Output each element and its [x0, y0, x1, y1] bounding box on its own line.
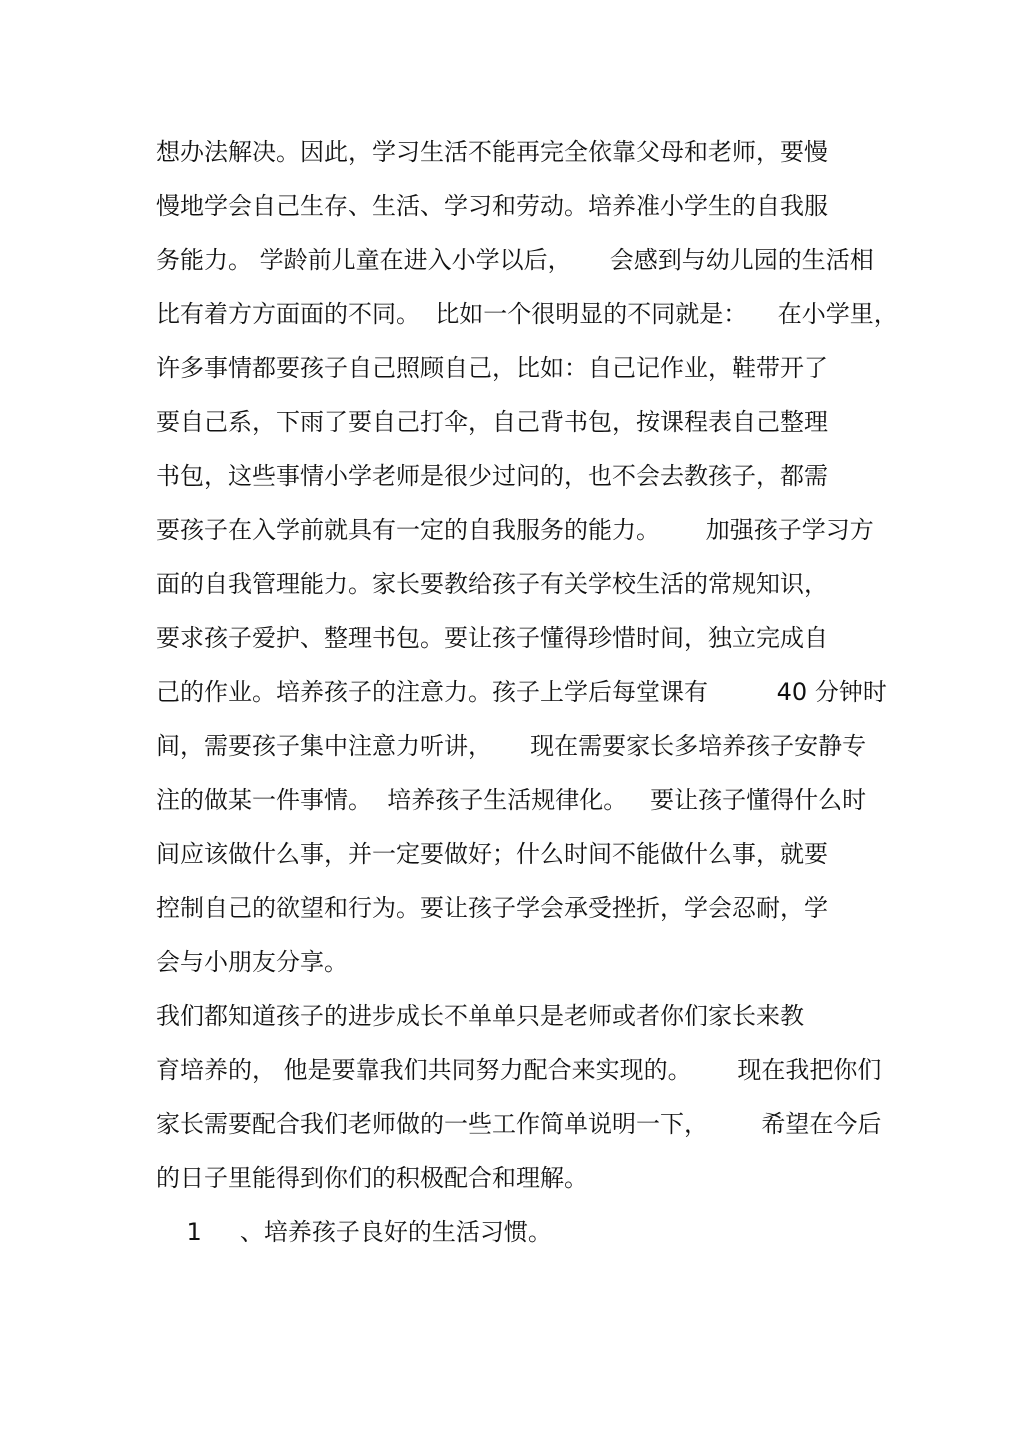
text-line: 面的自我管理能力。家长要教给孩子有关学校生活的常规知识，: [156, 570, 828, 598]
text-line: 务能力。 学龄前儿童在进入小学以后， 会感到与幼儿园的生活相: [156, 246, 874, 274]
text-line: 我们都知道孩子的进步成长不单单只是老师或者你们家长来教: [156, 1002, 804, 1030]
text-line: 间，需要孩子集中注意力听讲， 现在需要家长多培养孩子安静专: [156, 732, 867, 760]
text-line: 比有着方方面面的不同。 比如一个很明显的不同就是： 在小学里，: [156, 300, 898, 328]
text-line: 间应该做什么事，并一定要做好；什么时间不能做什么事，就要: [156, 840, 828, 868]
text-line: 注的做某一件事情。 培养孩子生活规律化。 要让孩子懂得什么时: [156, 786, 867, 814]
text-line: 想办法解决。因此，学习生活不能再完全依靠父母和老师，要慢: [156, 138, 828, 166]
list-item: 1 、培养孩子良好的生活习惯。: [156, 1218, 552, 1246]
text-line: 要自己系，下雨了要自己打伞，自己背书包，按课程表自己整理: [156, 408, 828, 436]
text-line: 会与小朋友分享。: [156, 948, 348, 976]
text-line: 要求孩子爱护、整理书包。要让孩子懂得珍惜时间，独立完成自: [156, 624, 828, 652]
text-line: 许多事情都要孩子自己照顾自己，比如：自己记作业，鞋带开了: [156, 354, 828, 382]
text-line: 慢地学会自己生存、生活、学习和劳动。培养准小学生的自我服: [156, 192, 828, 220]
text-line: 己的作业。培养孩子的注意力。孩子上学后每堂课有 40 分钟时: [156, 678, 887, 706]
text-line: 的日子里能得到你们的积极配合和理解。: [156, 1164, 588, 1192]
text-line: 控制自己的欲望和行为。要让孩子学会承受挫折，学会忍耐，学: [156, 894, 828, 922]
text-line: 家长需要配合我们老师做的一些工作简单说明一下， 希望在今后: [156, 1110, 882, 1138]
text-line: 书包，这些事情小学老师是很少过问的，也不会去教孩子，都需: [156, 462, 828, 490]
text-line: 育培养的， 他是要靠我们共同努力配合来实现的。 现在我把你们: [156, 1056, 882, 1084]
text-line: 要孩子在入学前就具有一定的自我服务的能力。 加强孩子学习方: [156, 516, 874, 544]
